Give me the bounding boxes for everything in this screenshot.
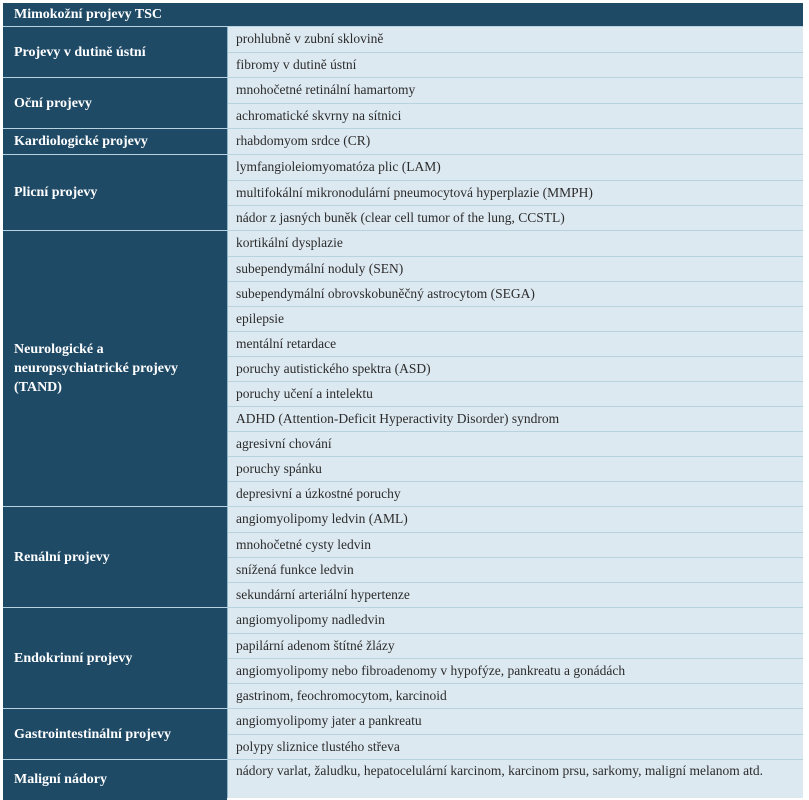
item-cell: prohlubně v zubní sklovině	[228, 27, 803, 52]
items-column	[227, 507, 803, 607]
category-cell	[3, 507, 227, 607]
category-cell	[3, 78, 227, 128]
tsc-table	[3, 3, 803, 800]
category-cell	[3, 27, 227, 77]
table-body	[3, 26, 803, 798]
items-column	[227, 760, 803, 798]
item-cell: epilepsie	[228, 306, 803, 331]
items-column	[227, 155, 803, 230]
item-cell: mnohočetné retinální hamartomy	[228, 78, 803, 103]
category-label: Endokrinní projevy	[14, 650, 133, 666]
item-cell: mnohočetné cysty ledvin	[228, 532, 803, 557]
table-group	[3, 77, 803, 128]
category-label: Plicní projevy	[14, 185, 98, 200]
item-cell: rhabdomyom srdce (CR)	[228, 129, 803, 154]
category-cell	[3, 709, 227, 759]
table-group	[3, 154, 803, 230]
item-cell: lymfangioleiomyomatóza plic (LAM)	[228, 155, 803, 180]
item-cell: papilární adenom štítné žlázy	[228, 633, 803, 658]
table-group	[3, 759, 803, 798]
category-label: Kardiologické projevy	[14, 134, 148, 149]
items-column	[227, 231, 803, 506]
category-cell	[3, 155, 227, 230]
category-label: Renální projevy	[14, 549, 110, 565]
table-group	[3, 708, 803, 759]
table-title: Mimokožní projevy TSC	[3, 3, 803, 26]
category-cell	[3, 608, 227, 708]
items-column	[227, 78, 803, 128]
category-cell	[3, 760, 227, 798]
item-cell: ADHD (Attention-Deficit Hyperactivity Disorder) syndrom	[228, 406, 803, 431]
table-group	[3, 230, 803, 506]
items-column	[227, 27, 803, 77]
item-cell: kortikální dysplazie	[228, 231, 803, 256]
item-cell: angiomyolipomy jater a pankreatu	[228, 709, 803, 734]
items-column	[227, 608, 803, 708]
item-cell: polypy sliznice tlustého střeva	[228, 734, 803, 759]
table-group	[3, 506, 803, 607]
item-cell: poruchy spánku	[228, 456, 803, 481]
item-cell: angiomyolipomy nebo fibroadenomy v hypofýze, pankreatu a gonádách	[228, 658, 803, 683]
table-group	[3, 128, 803, 154]
item-cell: gastrinom, feochromocytom, karcinoid	[228, 683, 803, 708]
item-cell: subependymální obrovskobuněčný astrocytom (SEGA)	[228, 281, 803, 306]
item-cell: nádor z jasných buněk (clear cell tumor of the lung, CCSTL)	[228, 205, 803, 230]
item-cell: snížená funkce ledvin	[228, 557, 803, 582]
category-label: Neurologické a neuropsychiatrické projevy (TAND)	[14, 342, 178, 395]
item-cell: sekundární arteriální hypertenze	[228, 582, 803, 607]
item-cell: mentální retardace	[228, 331, 803, 356]
category-cell	[3, 129, 227, 154]
category-label: Oční projevy	[14, 95, 92, 111]
item-cell: fibromy v dutině ústní	[228, 52, 803, 77]
item-cell: achromatické skvrny na sítnici	[228, 103, 803, 128]
item-cell: depresivní a úzkostné poruchy	[228, 481, 803, 506]
category-label: Gastrointestinální projevy	[14, 726, 171, 742]
item-cell: poruchy učení a intelektu	[228, 381, 803, 406]
item-cell: subependymální noduly (SEN)	[228, 256, 803, 281]
item-cell: angiomyolipomy nadledvin	[228, 608, 803, 633]
category-label: Maligní nádory	[14, 771, 107, 787]
item-cell: multifokální mikronodulární pneumocytová hyperplazie (MMPH)	[228, 180, 803, 205]
table-group	[3, 26, 803, 77]
item-cell: agresivní chování	[228, 431, 803, 456]
items-column	[227, 709, 803, 759]
item-cell: angiomyolipomy ledvin (AML)	[228, 507, 803, 532]
item-cell: nádory varlat, žaludku, hepatocelulární karcinom, karcinom prsu, sarkomy, maligní melanom atd.	[228, 760, 803, 798]
table-group	[3, 607, 803, 708]
category-label: Projevy v dutině ústní	[14, 44, 146, 60]
category-cell	[3, 231, 227, 506]
item-cell: poruchy autistického spektra (ASD)	[228, 356, 803, 381]
items-column	[227, 129, 803, 154]
